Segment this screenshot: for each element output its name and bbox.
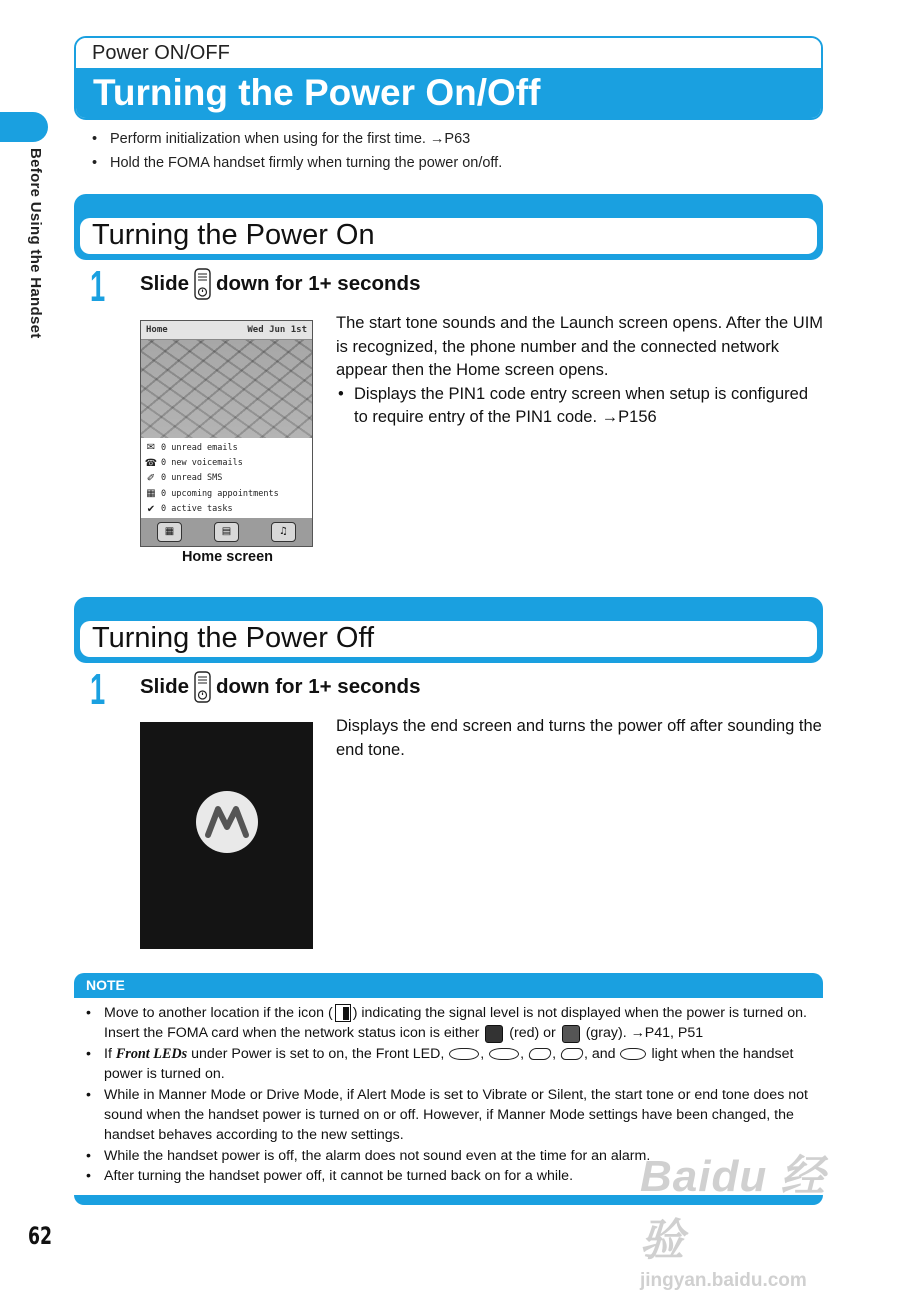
list-item-text: 0 unread SMS [161,473,223,484]
power-on-bullet: • Displays the PIN1 code entry screen when setup is configured to require entry of the PIN1 code. →P156 [336,383,826,430]
phone-header [141,321,312,340]
center-key-icon [620,1048,646,1060]
side-tab-marker [0,112,48,142]
softkey-right-icon: ♫ [271,522,296,542]
section-header-power-off [74,597,823,663]
note-item: • While in Manner Mode or Drive Mode, if Alert Mode is set to Vibrate or Silent, the start tone or end tone does not sound when the handset power is turned on or off. However, if Manner Mode settings have been changed, the handset behaves according to the new settings. [86,1085,813,1146]
mail-key-icon [449,1048,479,1060]
list-item [141,471,312,486]
power-on-description: The start tone sounds and the Launch screen opens. After the UIM is recognized, the phone number and the connected network appear then the Home screen opens. [336,314,824,380]
section-title: Turning the Power Off [92,622,375,654]
watermark [640,1140,855,1291]
page-number: 62 [28,1222,53,1250]
menu-reference: Front LEDs [115,1045,188,1062]
section-header-power-on [74,194,823,260]
note-item: • While the handset power is off, the alarm does not sound even at the time for an alarm. [86,1146,813,1166]
list-item-text: 0 active tasks [161,504,233,515]
slide-key-icon [194,671,211,703]
note-item: • Move to another location if the icon ( ) indicating the signal level is not displayed when the power is turned on. Insert the FOMA card when the network status icon is either (red) or (gray). →P41, P51 [86,1003,813,1044]
signal-level-icon [335,1004,351,1022]
phone-status-list [141,438,312,517]
step-text-after: down for 1+ seconds [216,272,421,295]
slide-key-icon [194,268,211,300]
side-chapter-label: Before Using the Handset [27,148,44,339]
power-on-description-block [336,312,826,430]
list-item-text: 0 new voicemails [161,458,243,469]
phone-header-title: Home [146,325,168,335]
list-item [141,455,312,470]
network-status-gray-icon [562,1025,580,1043]
intro-bullet-list [92,127,812,175]
step-instruction [140,268,420,300]
intro-bullet: • Perform initialization when using for the first time. →P63 [92,127,812,151]
note-heading: NOTE [74,973,823,998]
step-instruction [140,671,420,703]
list-item [141,502,312,517]
phone-header-date: Wed Jun 1st [247,325,307,335]
note-item: • After turning the handset power off, it cannot be turned back on for a while. [86,1166,813,1186]
page-title: Turning the Power On/Off [76,68,821,120]
task-check-icon: ✔ [146,503,156,515]
email-icon: ✉ [146,442,156,454]
watermark-logo: Baidu 经验 [640,1152,826,1265]
list-item [141,486,312,501]
note-item: • If Front LEDs under Power is set to on, the Front LED, , , , , and light when the handset power is turned on. [86,1044,813,1085]
page-header [74,36,823,120]
softkey-center-icon: ▤ [214,522,239,542]
softkey-left-icon: ▦ [157,522,182,542]
image-caption: Home screen [181,549,274,565]
sms-icon: ✐ [146,472,156,484]
category-label: Power ON/OFF [76,38,821,68]
web-key-icon [489,1048,519,1060]
section-title: Turning the Power On [92,219,375,251]
home-screen-image [140,320,313,547]
intro-bullet: • Hold the FOMA handset firmly when turning the power on/off. [92,151,812,175]
calendar-icon: ▦ [146,488,156,500]
phone-softkey-bar [141,518,312,546]
list-item-text: 0 upcoming appointments [161,488,279,499]
network-status-red-icon [485,1025,503,1043]
step-text-before: Slide [140,272,189,295]
voicemail-icon: ☎ [144,457,158,469]
step-text-before: Slide [140,675,189,698]
step-number: 1 [90,262,106,311]
end-key-icon [560,1048,585,1060]
step-text-after: down for 1+ seconds [216,675,421,698]
list-item [141,440,312,455]
step-number: 1 [90,665,106,714]
list-item-text: 0 unread emails [161,442,238,453]
watermark-url: jingyan.baidu.com [640,1270,807,1291]
motorola-logo-icon [196,791,258,853]
power-off-description: Displays the end screen and turns the power off after sounding the end tone. [336,717,822,759]
call-key-icon [528,1048,553,1060]
wallpaper-image [141,340,312,438]
end-screen-image [140,722,313,949]
